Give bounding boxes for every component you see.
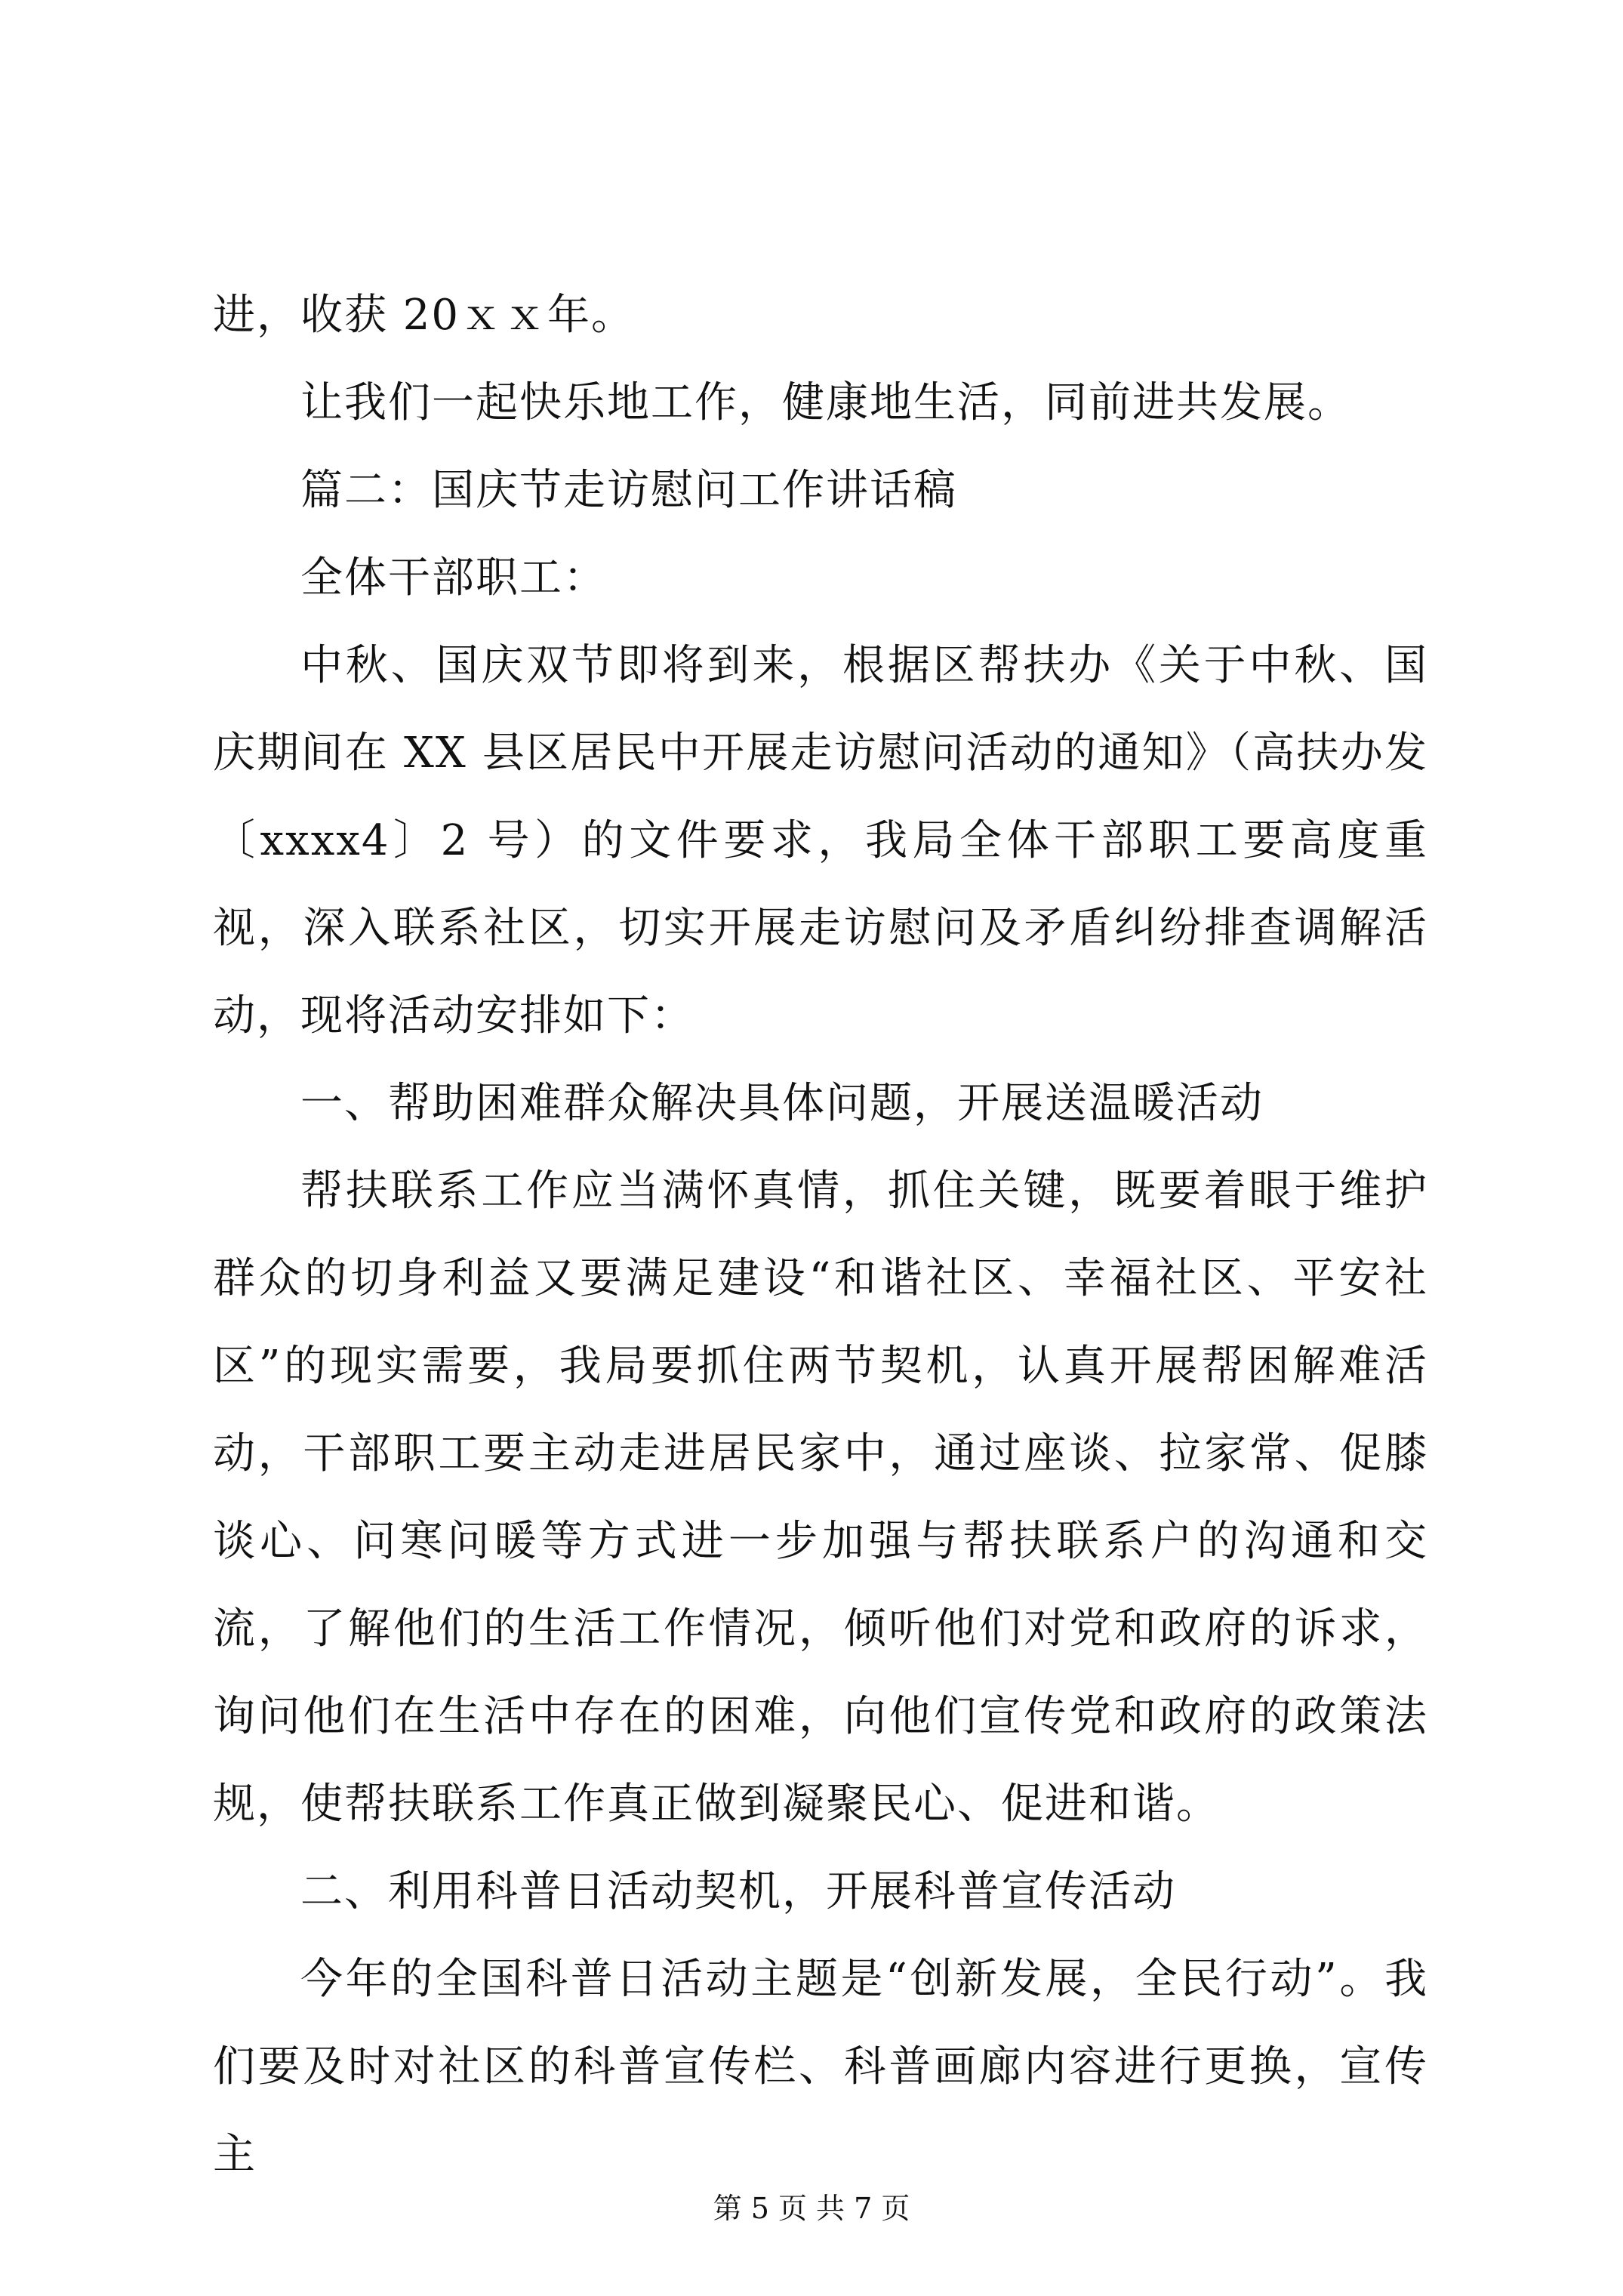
section-heading-one: 一、帮助困难群众解决具体问题，开展送温暖活动: [300, 1079, 1264, 1128]
paragraph-section-one: 帮扶联系工作应当满怀真情，抓住关键，既要着眼于维护群众的切身利益又要满足建设“和谐社区、幸福社区、平安社区”的现实需要，我局要抓住两节契机，认真开展帮困解难活动，干部职工要主动走进居民家中，通过座谈、拉家常、促膝谈心、问寒问暖等方式进一步加强与帮扶联系户的沟通和交流，了解他们的生活工作情况，倾听他们对党和政府的诉求，询问他们在生活中存在的困难，向他们宣传党和政府的政策法规，使帮扶联系工作真正做到凝聚民心、促进和谐。: [213, 1166, 1428, 1829]
paragraph-continuation: 进，收获 20ｘｘ年。: [213, 291, 636, 340]
document-body: [213, 272, 1428, 2199]
section-heading-part-two: 篇二：国庆节走访慰问工作讲话稿: [300, 466, 957, 515]
paragraph-section-two: 今年的全国科普日活动主题是“创新发展，全民行动”。我们要及时对社区的科普宣传栏、科普画廊内容进行更换，宣传主: [213, 1955, 1428, 2179]
paragraph-closing: 让我们一起快乐地工作，健康地生活，同前进共发展。: [300, 378, 1351, 427]
page-footer: 第 5 页 共 7 页: [713, 2192, 910, 2225]
paragraph-intro: 中秋、国庆双节即将到来，根据区帮扶办《关于中秋、国庆期间在 XX 县区居民中开展走访慰问活动的通知》（高扶办发〔xxxx4〕2 号）的文件要求，我局全体干部职工要高度重视，深入联系社区，切实开展走访慰问及矛盾纠纷排查调解活动，现将活动安排如下：: [213, 641, 1428, 1040]
salutation: 全体干部职工：: [300, 553, 607, 603]
section-heading-two: 二、利用科普日活动契机，开展科普宣传活动: [300, 1867, 1176, 1916]
